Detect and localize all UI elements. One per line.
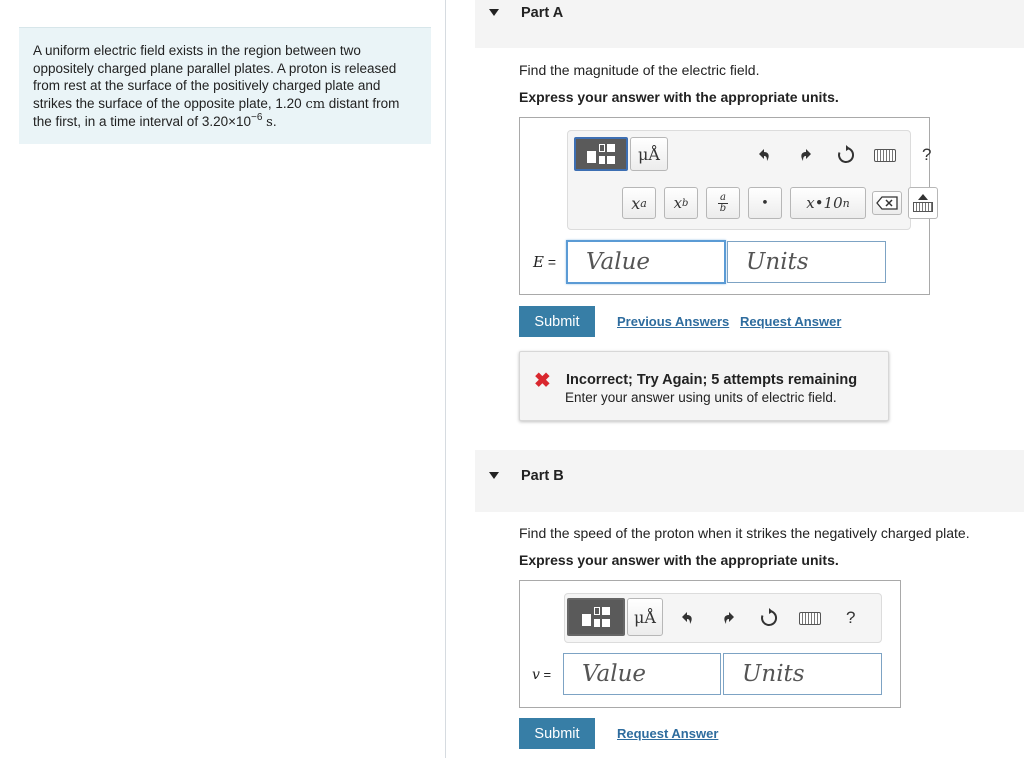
help-icon[interactable]: ? — [922, 145, 932, 164]
problem-statement — [19, 27, 431, 144]
help-icon[interactable]: ? — [846, 608, 856, 627]
part-a-instruction: Express your answer with the appropriate units. — [519, 89, 839, 105]
collapse-triangle-icon[interactable] — [489, 472, 499, 479]
part-a-title: Part A — [521, 5, 564, 21]
redo-icon[interactable] — [717, 606, 741, 630]
collapse-triangle-icon[interactable] — [489, 9, 499, 16]
problem-text-end: . — [272, 114, 277, 130]
keyboard-small-icon — [913, 202, 933, 212]
problem-text-2: distant from the first, in a time interval of 3.20×10 — [33, 95, 400, 130]
part-a-variable-label: E = — [533, 253, 557, 271]
units-button[interactable] — [627, 598, 663, 636]
problem-text-1: A uniform electric field exists in the region between two oppositely charged plane parallel plates. A proton is released from rest at the surface of the positively charged plate and strikes the surface of the opposite plate, 1.20 — [33, 43, 397, 111]
templates-icon — [585, 142, 617, 166]
previous-answers-link[interactable]: Previous Answers — [617, 314, 730, 329]
part-b-units-input[interactable] — [723, 653, 882, 695]
templates-button[interactable] — [567, 598, 625, 636]
part-b-title: Part B — [521, 468, 564, 484]
feedback-panel — [519, 351, 889, 421]
part-a-toolbar — [567, 130, 932, 230]
keyboard-icon[interactable] — [874, 149, 896, 162]
caret-up-icon — [918, 194, 928, 200]
time-unit: s — [266, 115, 273, 131]
part-a-request-answer-link[interactable]: Request Answer — [740, 314, 842, 329]
undo-icon[interactable] — [752, 143, 776, 167]
keyboard-toggle-button[interactable] — [908, 187, 938, 219]
fraction-button[interactable]: a b — [706, 187, 740, 219]
templates-button[interactable] — [574, 137, 628, 171]
part-b-header[interactable] — [475, 450, 1024, 512]
distance-unit: cm — [305, 96, 326, 112]
part-b-variable-label: v = — [532, 667, 552, 683]
undo-icon[interactable] — [675, 606, 699, 630]
redo-icon[interactable] — [794, 143, 818, 167]
part-b-request-answer-link[interactable]: Request Answer — [617, 726, 719, 741]
keyboard-icon[interactable] — [799, 612, 821, 625]
column-divider — [445, 0, 446, 758]
reset-icon[interactable] — [834, 143, 858, 167]
units-button-label: μÅ — [634, 607, 656, 627]
superscript-button[interactable]: x a — [622, 187, 656, 219]
reset-icon[interactable] — [757, 606, 781, 630]
part-a-answer-box — [519, 117, 930, 295]
backspace-icon — [876, 196, 898, 210]
part-a-value-input[interactable] — [566, 240, 726, 284]
part-a-units-input[interactable] — [727, 241, 886, 283]
part-b-submit-button[interactable]: Submit — [519, 718, 595, 749]
templates-icon — [580, 605, 612, 629]
time-exponent: −6 — [251, 112, 263, 124]
part-a-header[interactable] — [475, 0, 1024, 48]
dot-button[interactable]: • — [748, 187, 782, 219]
part-a-submit-button[interactable]: Submit — [519, 306, 595, 337]
units-button[interactable] — [630, 137, 668, 171]
backspace-button[interactable] — [872, 191, 902, 215]
part-b-instruction: Express your answer with the appropriate units. — [519, 552, 839, 568]
part-a-question: Find the magnitude of the electric field. — [519, 62, 760, 78]
part-b-value-input[interactable] — [563, 653, 721, 695]
subscript-button[interactable]: x b — [664, 187, 698, 219]
part-b-toolbar — [564, 593, 882, 643]
part-b-answer-box — [519, 580, 901, 708]
units-button-label: μÅ — [638, 144, 660, 164]
part-b-question: Find the speed of the proton when it strikes the negatively charged plate. — [519, 525, 970, 541]
scientific-notation-button[interactable]: x•10 n — [790, 187, 866, 219]
feedback-message: Enter your answer using units of electric field. — [565, 390, 837, 405]
incorrect-icon: ✖ — [534, 370, 551, 392]
feedback-title: Incorrect; Try Again; 5 attempts remaining — [566, 372, 858, 388]
